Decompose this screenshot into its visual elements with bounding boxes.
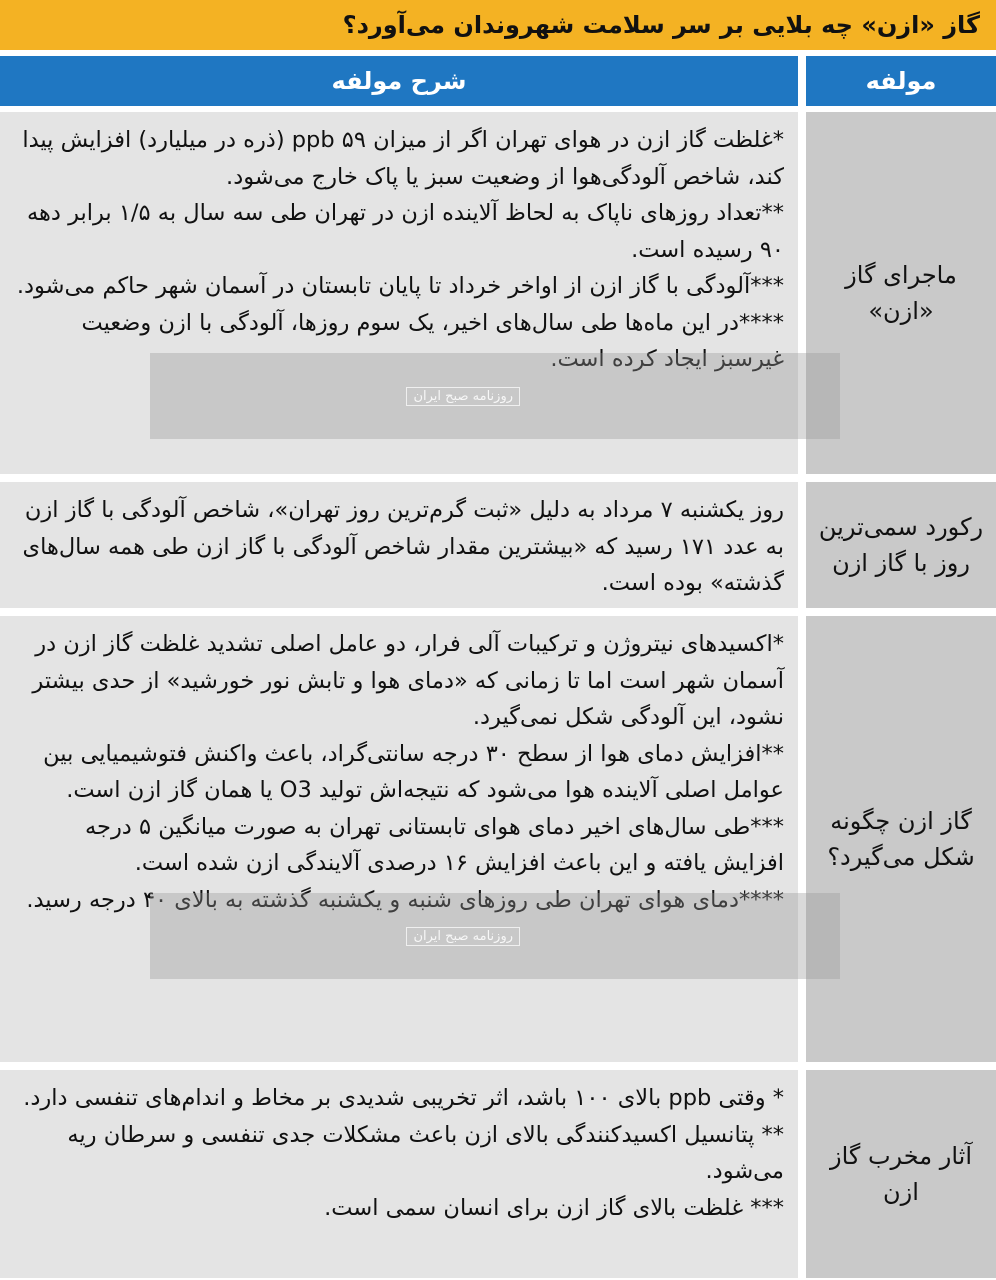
description-line: ****دمای هوای تهران طی روزهای شنبه و یکشنبه گذشته به بالای ۴۰ درجه رسید. [26,886,784,913]
description-line: ****در این ماه‌ها طی سال‌های اخیر، یک سوم روزها، آلودگی با ازن وضعیت غیرسبز ایجاد کرده است. [81,309,784,372]
table-header [0,56,996,106]
header-description: شرح مولفه [0,56,798,106]
description-line: *اکسیدهای نیتروژن و ترکیبات آلی فرار، دو عامل اصلی تشدید غلظت گاز ازن در آسمان شهر است اما تا زمانی که «دمای هوا و تابش نور خورشید» از حدی بیشتر نشود، این آلودگی شکل نمی‌گیرد. [32,631,784,730]
row-description [0,482,798,608]
row-description [0,1070,798,1278]
page-title [0,0,996,50]
header-component: مولفه [806,56,996,106]
description-line: *** غلظت بالای گاز ازن برای انسان سمی است. [324,1194,784,1221]
row-component: گاز ازن چگونه شکل می‌گیرد؟ [806,616,996,1062]
row-component: آثار مخرب گاز ازن [806,1070,996,1278]
watermark-text: روزنامه صبح ایران [406,927,520,946]
row-description [0,616,798,1062]
description-line: ***طی سال‌های اخیر دمای هوای تابستانی تهران به صورت میانگین ۵ درجه افزایش یافته و این باعث افزایش ۱۶ درصدی آلایندگی ازن شده است. [84,813,784,876]
description-line: ***آلودگی با گاز ازن از اواخر خرداد تا پایان تابستان در آسمان شهر حاکم می‌شود. [16,273,784,299]
page-title-text: گاز «ازن» چه بلایی بر سر سلامت شهروندان می‌آورد؟ [342,11,980,39]
description-line: **تعداد روزهای ناپاک به لحاظ آلاینده ازن در تهران طی سه سال به ۱/۵ برابر دهه ۹۰ رسیده است. [26,200,784,263]
watermark-text: روزنامه صبح ایران [406,387,520,406]
description-line: * وقتی ppb بالای ۱۰۰ باشد، اثر تخریبی شدیدی بر مخاط و اندام‌های تنفسی دارد. [23,1085,784,1111]
table-row [0,1070,996,1278]
description-line: روز یکشنبه ۷ مرداد به دلیل «ثبت گرم‌ترین روز تهران»، شاخص آلودگی با گاز ازن به عدد ۱۷۱ رسید که «بیشترین مقدار شاخص آلودگی با گاز ازن طی همه سال‌های گذشته» بوده است. [22,497,784,596]
description-line: *غلظت گاز ازن در هوای تهران اگر از میزان ۵۹ ppb (ذره در میلیارد) افزایش پیدا کند، شاخص آلودگی‌هوا از وضعیت سبز یا پاک خارج می‌شود. [22,127,784,190]
table-row [0,482,996,608]
row-component: رکورد سمی‌ترین روز با گاز ازن [806,482,996,608]
description-line: **افزایش دمای هوا از سطح ۳۰ درجه سانتی‌گراد، باعث واکنش فتوشیمیایی بین عوامل اصلی آلاینده هوا می‌شود که نتیجه‌اش تولید O3 یا همان گاز ازن است. [43,740,784,803]
row-description [0,112,798,474]
description-line: ** پتانسیل اکسیدکنندگی بالای ازن باعث مشکلات جدی تنفسی و سرطان ریه می‌شود. [67,1121,784,1184]
table-row [0,616,996,1062]
row-component: ماجرای گاز «ازن» [806,112,996,474]
table-row [0,112,996,474]
